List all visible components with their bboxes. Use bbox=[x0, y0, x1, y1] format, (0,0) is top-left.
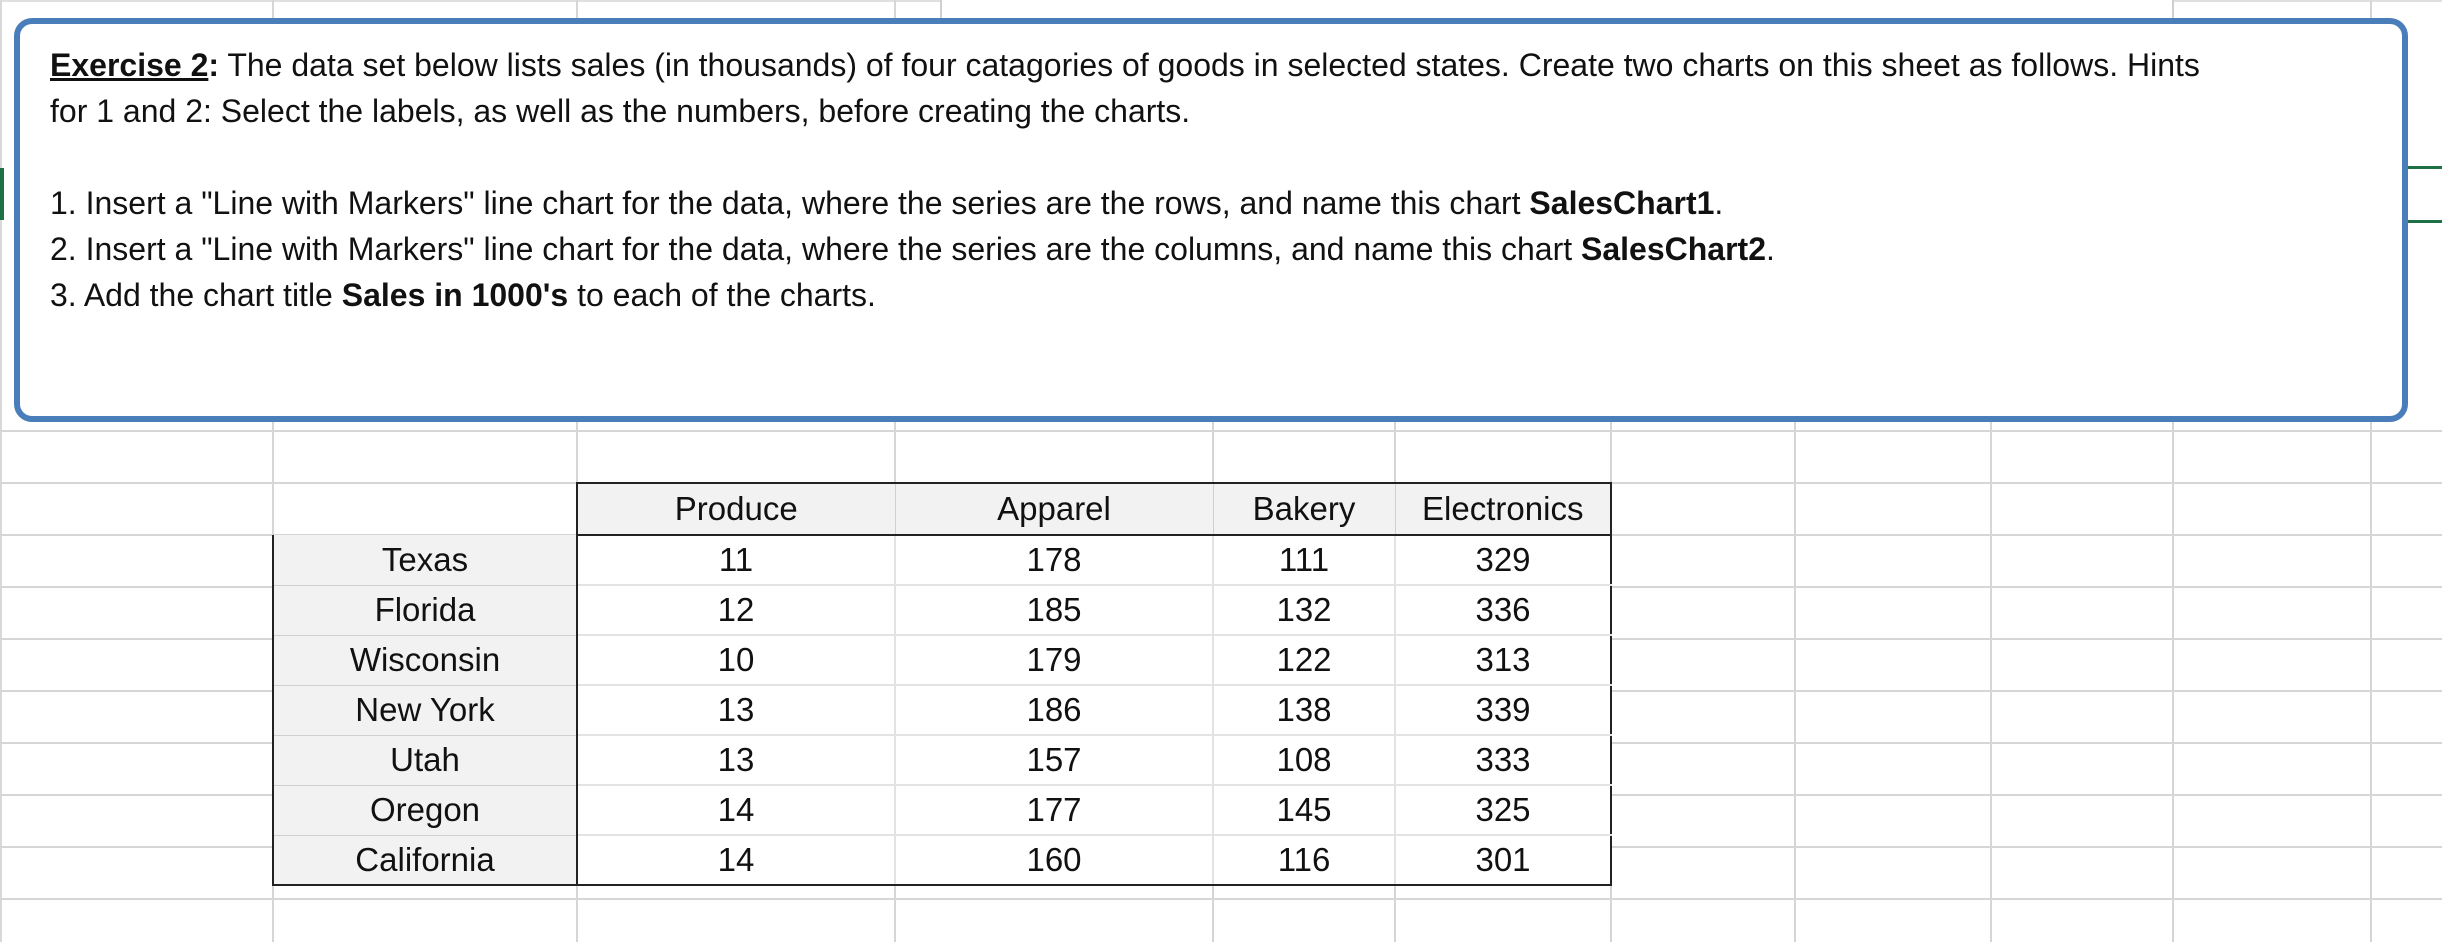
row-label-cell[interactable]: New York bbox=[273, 685, 577, 735]
step-3-text: 3. Add the chart title bbox=[50, 277, 342, 313]
column-header-produce[interactable]: Produce bbox=[577, 483, 895, 535]
step-2-text: 2. Insert a "Line with Markers" line chart for the data, where the series are the columns, and name this chart bbox=[50, 231, 1582, 267]
instruction-textbox[interactable] bbox=[14, 18, 2408, 422]
selection-edge-left bbox=[0, 168, 4, 220]
row-label-cell[interactable]: Utah bbox=[273, 735, 577, 785]
value-cell[interactable]: 108 bbox=[1213, 735, 1395, 785]
value-cell[interactable]: 14 bbox=[577, 785, 895, 835]
table-row bbox=[273, 785, 1611, 835]
value-cell[interactable]: 301 bbox=[1395, 835, 1611, 885]
value-cell[interactable]: 178 bbox=[895, 535, 1213, 585]
row-label-cell[interactable]: Oregon bbox=[273, 785, 577, 835]
value-cell[interactable]: 177 bbox=[895, 785, 1213, 835]
value-cell[interactable]: 179 bbox=[895, 635, 1213, 685]
value-cell[interactable]: 138 bbox=[1213, 685, 1395, 735]
value-cell[interactable]: 13 bbox=[577, 685, 895, 735]
table-row bbox=[273, 535, 1611, 585]
table-row bbox=[273, 735, 1611, 785]
selection-edge-right-bottom bbox=[2408, 220, 2442, 223]
value-cell[interactable]: 329 bbox=[1395, 535, 1611, 585]
value-cell[interactable]: 325 bbox=[1395, 785, 1611, 835]
row-label-cell[interactable]: Wisconsin bbox=[273, 635, 577, 685]
intro-paragraph bbox=[50, 42, 2372, 88]
exercise-label: Exercise 2 bbox=[50, 47, 209, 83]
value-cell[interactable]: 186 bbox=[895, 685, 1213, 735]
paragraph-gap bbox=[50, 134, 2372, 180]
step-3-end: to each of the charts. bbox=[568, 277, 876, 313]
row-label-cell[interactable]: California bbox=[273, 835, 577, 885]
value-cell[interactable]: 116 bbox=[1213, 835, 1395, 885]
grid-row-line bbox=[0, 430, 2442, 432]
table-row bbox=[273, 635, 1611, 685]
value-cell[interactable]: 111 bbox=[1213, 535, 1395, 585]
selection-edge-right-top bbox=[2408, 166, 2442, 169]
table-row bbox=[273, 835, 1611, 885]
step-1-end: . bbox=[1714, 185, 1724, 221]
sales-data-table[interactable] bbox=[272, 482, 1612, 886]
table-corner-cell[interactable] bbox=[273, 483, 577, 535]
step-2 bbox=[50, 226, 2372, 272]
intro-line-2: for 1 and 2: Select the labels, as well as the numbers, before creating the charts. bbox=[50, 93, 1191, 129]
step-2-chart-name: SalesChart2 bbox=[1581, 231, 1766, 267]
value-cell[interactable]: 145 bbox=[1213, 785, 1395, 835]
value-cell[interactable]: 122 bbox=[1213, 635, 1395, 685]
value-cell[interactable]: 132 bbox=[1213, 585, 1395, 635]
value-cell[interactable]: 157 bbox=[895, 735, 1213, 785]
column-header-apparel[interactable]: Apparel bbox=[895, 483, 1213, 535]
step-3 bbox=[50, 272, 2372, 318]
step-1-text: 1. Insert a "Line with Markers" line chart for the data, where the series are the rows, and name this chart bbox=[50, 185, 1530, 221]
step-3-chart-title: Sales in 1000's bbox=[341, 277, 569, 313]
value-cell[interactable]: 10 bbox=[577, 635, 895, 685]
step-1 bbox=[50, 180, 2372, 226]
row-label-cell[interactable]: Texas bbox=[273, 535, 577, 585]
step-2-end: . bbox=[1766, 231, 1775, 267]
column-header-electronics[interactable]: Electronics bbox=[1395, 483, 1611, 535]
row-label-cell[interactable]: Florida bbox=[273, 585, 577, 635]
value-cell[interactable]: 13 bbox=[577, 735, 895, 785]
table-row bbox=[273, 685, 1611, 735]
value-cell[interactable]: 333 bbox=[1395, 735, 1611, 785]
value-cell[interactable]: 185 bbox=[895, 585, 1213, 635]
value-cell[interactable]: 12 bbox=[577, 585, 895, 635]
column-header-bakery[interactable]: Bakery bbox=[1213, 483, 1395, 535]
value-cell[interactable]: 339 bbox=[1395, 685, 1611, 735]
value-cell[interactable]: 313 bbox=[1395, 635, 1611, 685]
value-cell[interactable]: 11 bbox=[577, 535, 895, 585]
value-cell[interactable]: 160 bbox=[895, 835, 1213, 885]
intro-line-1: The data set below lists sales (in thousands) of four catagories of goods in selected states. Create two charts on this sheet as follows. Hints bbox=[219, 47, 2200, 83]
value-cell[interactable]: 336 bbox=[1395, 585, 1611, 635]
table-header-row bbox=[273, 483, 1611, 535]
exercise-colon: : bbox=[208, 47, 220, 83]
step-1-chart-name: SalesChart1 bbox=[1529, 185, 1715, 221]
grid-row-line bbox=[0, 898, 2442, 900]
table-row bbox=[273, 585, 1611, 635]
value-cell[interactable]: 14 bbox=[577, 835, 895, 885]
